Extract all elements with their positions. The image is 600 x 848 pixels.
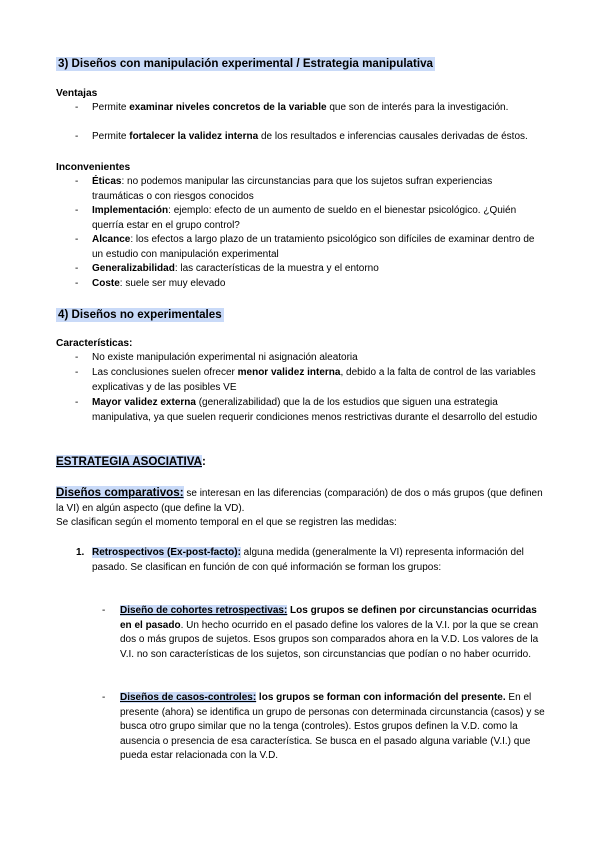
caracteristicas-label: Características:	[56, 338, 133, 349]
asociativa-title: ESTRATEGIA ASOCIATIVA:	[56, 455, 206, 468]
clasifican-paragraph: Se clasifican según el momento temporal en el que se registren las medidas:	[56, 517, 397, 528]
ventajas-label: Ventajas	[56, 88, 98, 99]
inconvenientes-label: Inconvenientes	[56, 162, 131, 173]
comparativos-paragraph: Diseños comparativos: se interesan en las diferencias (comparación) de dos o más grupos (que definen la VI) en algún aspecto (que define la VD).	[56, 486, 543, 514]
section-4-title: 4) Diseños no experimentales	[58, 308, 222, 321]
section-3-title: 3) Diseños con manipulación experimental / Estrategia manipulativa	[58, 57, 433, 70]
